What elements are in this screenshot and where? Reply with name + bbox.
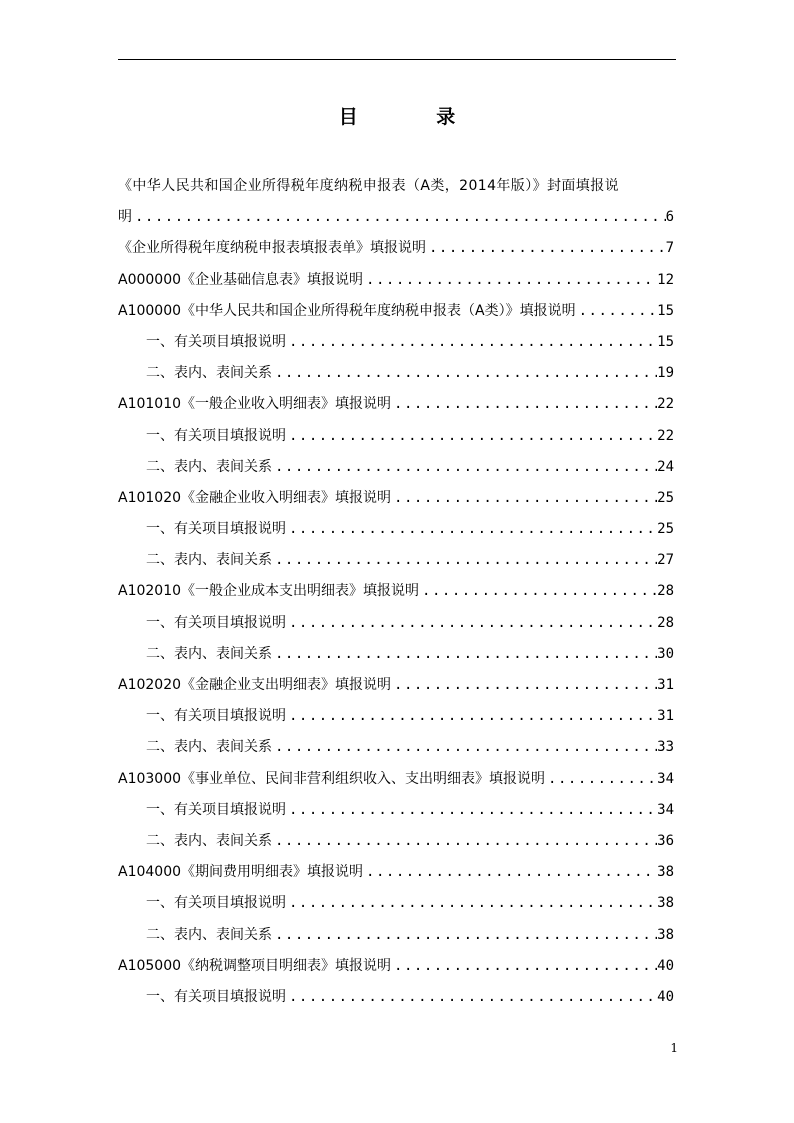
toc-entry-label: 《中华人民共和国企业所得税年度纳税申报表（A类，2014年版）》封面填报说	[118, 178, 620, 194]
toc-entry-page: 15	[657, 333, 674, 350]
toc-entry[interactable]	[118, 951, 674, 982]
toc-entry-label: 二、表内、表间关系	[146, 552, 272, 569]
dot-leader	[272, 920, 657, 951]
toc-entry-page: 22	[657, 396, 674, 413]
toc-entry[interactable]	[118, 358, 674, 389]
toc-entry-label: 二、表内、表间关系	[146, 926, 272, 943]
toc-entry-label: A102020《金融企业支出明细表》填报说明	[118, 677, 392, 693]
dot-leader	[391, 670, 657, 701]
dot-leader	[419, 576, 657, 607]
dot-leader	[363, 857, 657, 888]
toc-entry-label: 《企业所得税年度纳税申报表填报表单》填报说明	[118, 240, 426, 257]
dot-leader	[286, 327, 657, 358]
toc-entry-page: 27	[657, 552, 674, 569]
toc-entry-page: 34	[657, 770, 674, 787]
page-number: 1	[670, 1041, 678, 1055]
header-rule	[118, 59, 676, 60]
toc-entry-page: 38	[657, 895, 674, 912]
toc-entry-label: 一、有关项目填报说明	[146, 801, 286, 818]
toc-entry-page: 31	[657, 708, 674, 725]
dot-leader	[363, 265, 657, 296]
toc-entry[interactable]	[118, 826, 674, 857]
toc-entry[interactable]	[118, 795, 674, 826]
toc-entry-cover-line2[interactable]	[118, 202, 674, 233]
toc-entry-page: 38	[657, 864, 674, 881]
dot-leader	[545, 764, 657, 795]
dot-leader	[132, 202, 666, 233]
toc-entry-page: 24	[657, 458, 674, 475]
page-title: 目 录	[338, 106, 492, 128]
toc-entry[interactable]	[118, 233, 674, 264]
toc-entry-label: 一、有关项目填报说明	[146, 427, 286, 444]
toc-entry-page: 25	[657, 521, 674, 538]
toc-entry-page: 40	[657, 988, 674, 1005]
toc-entry-label: A101020《金融企业收入明细表》填报说明	[118, 489, 392, 506]
toc-entry[interactable]	[118, 920, 674, 951]
toc-entry[interactable]	[118, 639, 674, 670]
toc-entry-page: 28	[657, 614, 674, 631]
dot-leader	[286, 888, 657, 919]
toc-entry-page: 15	[657, 302, 674, 319]
toc-entry[interactable]	[118, 327, 674, 358]
toc-entry-page: 22	[657, 427, 674, 444]
dot-leader	[272, 545, 657, 576]
toc-entry-page: 40	[657, 957, 674, 974]
dot-leader	[576, 296, 658, 327]
toc-entry[interactable]	[118, 670, 674, 701]
dot-leader	[272, 639, 657, 670]
dot-leader	[272, 358, 657, 389]
toc-entry[interactable]	[118, 732, 674, 763]
toc-entry[interactable]	[118, 608, 674, 639]
toc-entry-page: 28	[657, 583, 674, 600]
toc-entry-page: 12	[657, 271, 674, 288]
toc-entry-page: 6	[665, 209, 674, 226]
toc-entry[interactable]	[118, 764, 674, 795]
toc-entry-label: 一、有关项目填报说明	[146, 895, 286, 912]
toc-entry-label: 二、表内、表间关系	[146, 458, 272, 475]
toc-entry[interactable]	[118, 421, 674, 452]
toc-entry[interactable]	[118, 389, 674, 420]
dot-leader	[272, 732, 657, 763]
toc-entry[interactable]	[118, 888, 674, 919]
dot-leader	[286, 795, 657, 826]
toc-entry-label: 一、有关项目填报说明	[146, 988, 286, 1005]
dot-leader	[426, 233, 666, 264]
toc-entry-page: 31	[657, 677, 674, 693]
toc-entry-page: 38	[657, 926, 674, 943]
toc-entry-label: A100000《中华人民共和国企业所得税年度纳税申报表（A类）》填报说明	[118, 302, 576, 319]
toc-entry-label: A102010《一般企业成本支出明细表》填报说明	[118, 583, 420, 600]
dot-leader	[391, 483, 657, 514]
toc-entry-label: 明	[118, 209, 132, 226]
toc-entry-label: 二、表内、表间关系	[146, 365, 272, 382]
dot-leader	[286, 701, 657, 732]
toc-entry[interactable]	[118, 545, 674, 576]
dot-leader	[286, 514, 657, 545]
toc-entry-page: 25	[657, 489, 674, 506]
dot-leader	[286, 608, 657, 639]
dot-leader	[272, 826, 657, 857]
toc-entry-page: 34	[657, 801, 674, 818]
toc-entry-label: 一、有关项目填报说明	[146, 708, 286, 725]
toc-entry-cover-line1[interactable]	[118, 171, 674, 202]
toc-entry[interactable]	[118, 514, 674, 545]
toc-entry[interactable]	[118, 265, 674, 296]
toc-entry-label: 二、表内、表间关系	[146, 645, 272, 662]
toc-entry-label: 一、有关项目填报说明	[146, 521, 286, 538]
toc-entry[interactable]	[118, 296, 674, 327]
toc-entry-page: 19	[657, 365, 674, 382]
dot-leader	[391, 951, 657, 982]
toc-entry[interactable]	[118, 701, 674, 732]
toc-entry-label: 一、有关项目填报说明	[146, 333, 286, 350]
toc-entry-page: 7	[665, 240, 674, 257]
toc-entry[interactable]	[118, 576, 674, 607]
toc-entry-label: A103000《事业单位、民间非营利组织收入、支出明细表》填报说明	[118, 770, 546, 787]
toc-entry[interactable]	[118, 857, 674, 888]
toc-entry-page: 33	[657, 739, 674, 756]
dot-leader	[286, 982, 657, 1013]
toc-entry-label: A000000《企业基础信息表》填报说明	[118, 271, 364, 288]
toc-entry-label: 二、表内、表间关系	[146, 832, 272, 849]
dot-leader	[391, 389, 657, 420]
toc-entry-label: A105000《纳税调整项目明细表》填报说明	[118, 957, 392, 974]
toc-entry[interactable]	[118, 483, 674, 514]
toc-entry-label: A104000《期间费用明细表》填报说明	[118, 864, 364, 881]
toc-entry-label: 二、表内、表间关系	[146, 739, 272, 756]
dot-leader	[272, 452, 657, 483]
toc-entry[interactable]	[118, 982, 674, 1013]
toc-entry-page: 36	[657, 832, 674, 849]
toc-entry-page: 30	[657, 645, 674, 662]
table-of-contents	[118, 171, 674, 1013]
toc-entry-label: 一、有关项目填报说明	[146, 614, 286, 631]
dot-leader	[286, 421, 657, 452]
toc-entry[interactable]	[118, 452, 674, 483]
toc-entry-label: A101010《一般企业收入明细表》填报说明	[118, 396, 392, 413]
